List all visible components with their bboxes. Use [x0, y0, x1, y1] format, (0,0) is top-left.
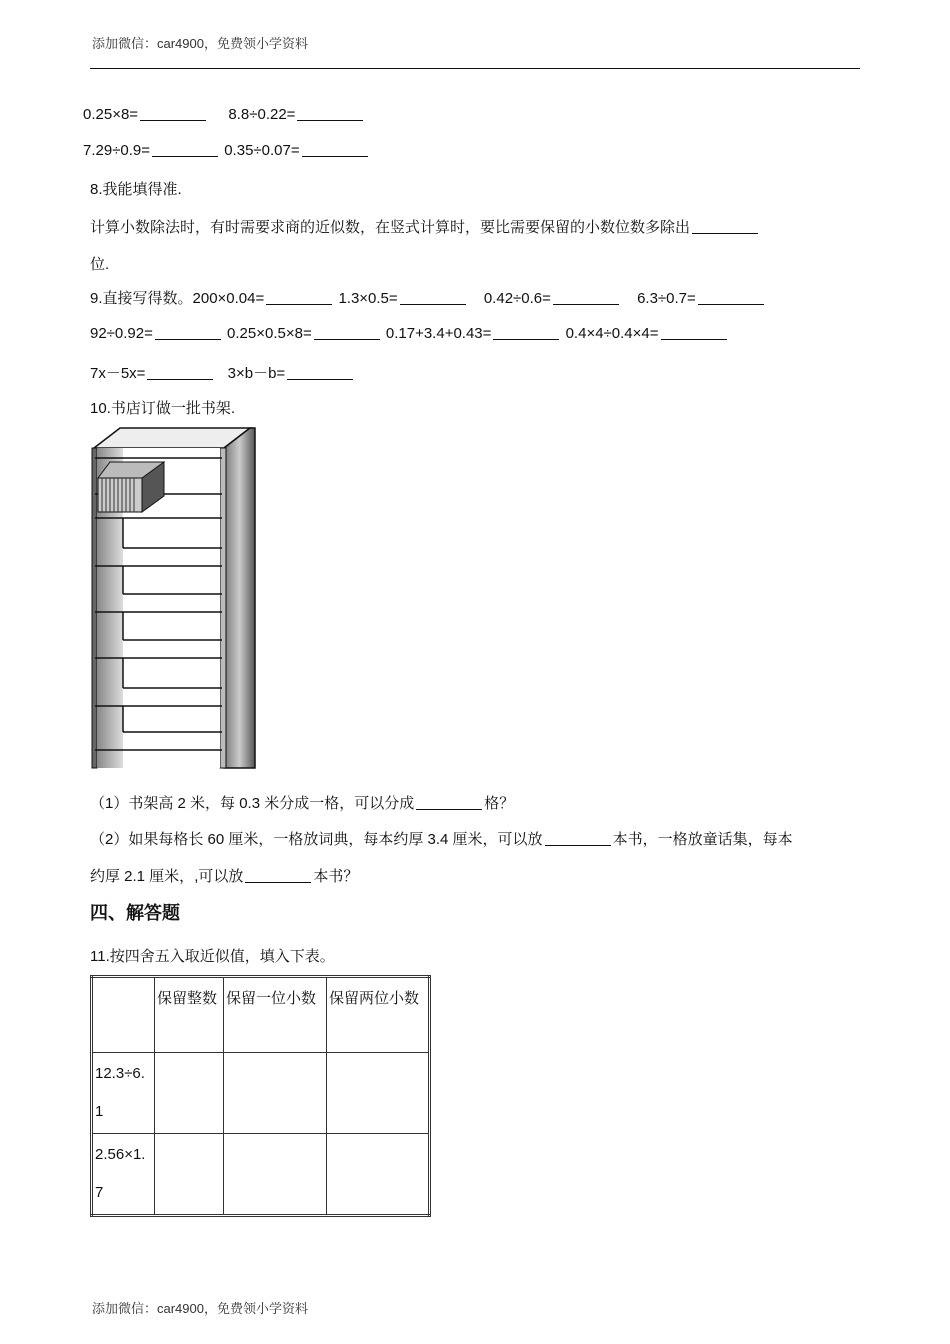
answer-blank[interactable]	[140, 106, 206, 121]
table-row-label: 12.3÷6.1	[92, 1053, 155, 1134]
table-header-cell: 保留两位小数	[327, 977, 430, 1053]
answer-blank[interactable]	[553, 290, 619, 305]
expr: 0.17+3.4+0.43=	[385, 325, 492, 342]
expr: 0.35÷0.07=	[224, 142, 300, 159]
table-cell[interactable]	[155, 1053, 224, 1134]
q9-title: 9.直接写得数。	[90, 290, 193, 307]
answer-blank[interactable]	[147, 365, 213, 380]
expr: 0.4×4÷0.4×4=	[565, 325, 659, 342]
expr: 0.25×0.5×8=	[227, 325, 312, 342]
answer-blank[interactable]	[661, 325, 727, 340]
expr: 0.25×8=	[83, 106, 139, 123]
table-row-label: 2.56×1.7	[92, 1134, 155, 1216]
answer-blank[interactable]	[698, 290, 764, 305]
expr: 92÷0.92=	[90, 325, 153, 342]
calc-line-2	[83, 142, 370, 159]
table-row	[92, 1134, 430, 1216]
q10-part1	[90, 792, 514, 813]
q9-line-3	[90, 362, 355, 383]
table-cell[interactable]	[327, 1053, 430, 1134]
q10-p3-end: 本书？	[313, 868, 359, 885]
answer-blank[interactable]	[545, 831, 611, 846]
q9-line-1	[90, 287, 766, 308]
answer-blank[interactable]	[152, 142, 218, 157]
table-cell[interactable]	[224, 1053, 327, 1134]
answer-blank[interactable]	[400, 290, 466, 305]
q10-part2	[90, 828, 793, 849]
expr: 8.8÷0.22=	[228, 106, 296, 123]
q8-body	[90, 216, 760, 237]
q8-text: 计算小数除法时，有时需要求商的近似数，在竖式计算时，要比需要保留的小数位数多除出	[90, 219, 691, 236]
q10-p2-text: （2）如果每格长 60 厘米，一格放词典，每本约厚 3.4 厘米，可以放	[90, 831, 543, 848]
expr: 3×b－b=	[227, 365, 286, 382]
expr: 7.29÷0.9=	[83, 142, 151, 159]
expr: 1.3×0.5=	[338, 290, 398, 307]
bookshelf-illustration	[90, 426, 258, 770]
table-header-cell	[92, 977, 155, 1053]
answer-blank[interactable]	[416, 795, 482, 810]
expr: 7x－5x=	[90, 365, 146, 382]
table-cell[interactable]	[224, 1134, 327, 1216]
table-header-cell: 保留整数	[155, 977, 224, 1053]
answer-blank[interactable]	[266, 290, 332, 305]
answer-blank[interactable]	[155, 325, 221, 340]
page-header: 添加微信：car4900，免费领小学资料	[92, 36, 308, 51]
answer-blank[interactable]	[297, 106, 363, 121]
answer-blank[interactable]	[245, 868, 311, 883]
q9-line-2	[90, 325, 729, 342]
answer-blank[interactable]	[692, 219, 758, 234]
q10-part3	[90, 865, 358, 886]
calc-line-1	[83, 106, 365, 123]
table-cell[interactable]	[327, 1134, 430, 1216]
header-rule	[90, 68, 860, 69]
expr: 0.42÷0.6=	[483, 290, 551, 307]
q10-p2-mid: 本书，一格放童话集，每本	[612, 831, 793, 848]
table-row	[92, 1053, 430, 1134]
q10-p1-end: 格？	[484, 795, 515, 812]
rounding-table	[90, 975, 431, 1217]
q10-p3-text: 约厚 2.1 厘米，,可以放	[90, 868, 244, 885]
expr: 6.3÷0.7=	[637, 290, 696, 307]
q10-title: 10.书店订做一批书架.	[90, 400, 236, 417]
expr: 200×0.04=	[192, 290, 265, 307]
section-heading: 四、解答题	[90, 903, 180, 923]
answer-blank[interactable]	[287, 365, 353, 380]
page-footer: 添加微信：car4900，免费领小学资料	[92, 1301, 308, 1316]
answer-blank[interactable]	[302, 142, 368, 157]
q8-title: 8.我能填得准.	[90, 181, 182, 198]
answer-blank[interactable]	[493, 325, 559, 340]
q11-title: 11.按四舍五入取近似值，填入下表。	[90, 948, 335, 965]
q10-p1-text: （1）书架高 2 米，每 0.3 米分成一格，可以分成	[90, 795, 415, 812]
answer-blank[interactable]	[314, 325, 380, 340]
table-cell[interactable]	[155, 1134, 224, 1216]
q8-end: 位.	[90, 256, 110, 273]
table-header-cell: 保留一位小数	[224, 977, 327, 1053]
table-header-row	[92, 977, 430, 1053]
